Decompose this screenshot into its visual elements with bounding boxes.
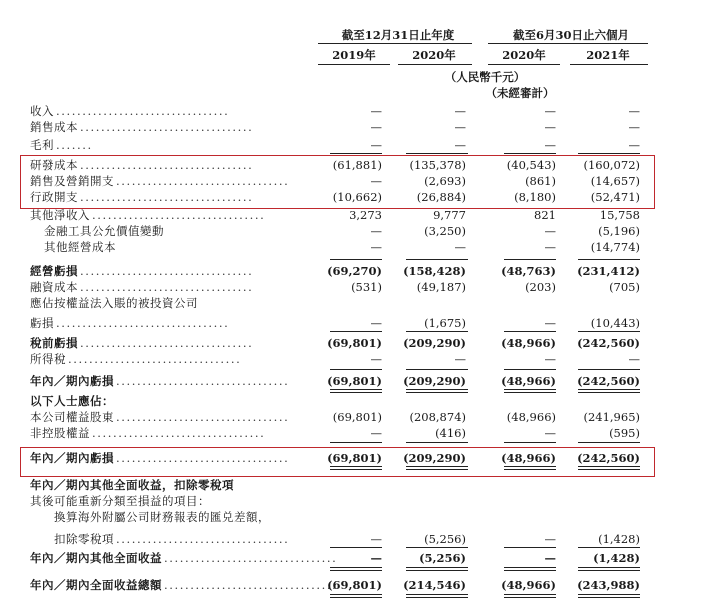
year-rule	[398, 64, 472, 65]
row-value: —	[544, 352, 556, 366]
row-value: (861)	[525, 174, 556, 188]
subtotal-rule	[406, 389, 468, 390]
row-value: —	[544, 316, 556, 330]
subtotal-rule	[578, 331, 640, 332]
row-leader-dots: .................................	[80, 190, 254, 204]
row-label: 非控股權益	[30, 426, 90, 440]
row-value: (14,774)	[590, 240, 640, 254]
row-value: (242,560)	[577, 336, 640, 350]
subtotal-rule	[504, 594, 556, 595]
subtotal-rule	[504, 389, 556, 390]
row-value: —	[544, 426, 556, 440]
header-group-year: 截至12月31日止年度	[341, 28, 455, 42]
row-value: (40,543)	[506, 158, 556, 172]
row-label: 虧損	[30, 316, 54, 330]
row-value: —	[370, 174, 382, 188]
row-value: (1,428)	[593, 551, 640, 565]
row-label: 稅前虧損	[30, 336, 78, 350]
subtotal-rule	[330, 547, 382, 548]
row-value: (69,801)	[332, 410, 382, 424]
year-rule	[570, 64, 648, 65]
subtotal-rule	[504, 331, 556, 332]
subtotal-rule	[330, 594, 382, 595]
row-label: 其他淨收入	[30, 208, 90, 222]
row-label: 毛利	[30, 138, 54, 152]
highlight-box-expenses	[20, 155, 655, 209]
row-value: (5,256)	[424, 532, 466, 546]
subtotal-rule	[406, 547, 468, 548]
row-leader-dots: .................................	[80, 264, 254, 278]
subtotal-rule	[578, 570, 640, 571]
row-value: —	[370, 104, 382, 118]
row-value: —	[454, 138, 466, 152]
row-leader-dots: .................................	[116, 374, 290, 388]
row-value: —	[370, 551, 382, 565]
year-2021-half: 2021年	[586, 48, 630, 62]
row-leader-dots: .................................	[80, 280, 254, 294]
subtotal-rule	[406, 597, 468, 598]
row-value: (1,428)	[598, 532, 640, 546]
row-value: (705)	[609, 280, 640, 294]
row-leader-dots: .................................	[116, 410, 290, 424]
audit-label: （未經審計）	[485, 86, 555, 100]
row-value: —	[544, 224, 556, 238]
row-value: 3,273	[349, 208, 382, 222]
row-value: —	[628, 120, 640, 134]
row-value: (208,874)	[409, 410, 466, 424]
row-value: —	[370, 532, 382, 546]
row-value: —	[370, 224, 382, 238]
subtotal-rule	[406, 594, 468, 595]
row-value: (10,443)	[590, 316, 640, 330]
row-value: 821	[534, 208, 556, 222]
header-rule	[488, 43, 648, 44]
subtotal-rule	[504, 392, 556, 393]
row-leader-dots: .................................	[56, 104, 230, 118]
subtotal-rule	[330, 597, 382, 598]
row-label: 行政開支	[30, 190, 78, 204]
row-value: (209,290)	[403, 336, 466, 350]
subtotal-rule	[578, 153, 640, 154]
row-value: (241,965)	[583, 410, 640, 424]
row-value: (26,884)	[416, 190, 466, 204]
row-leader-dots: .................................	[164, 578, 338, 592]
subtotal-rule	[406, 567, 468, 568]
row-label: 本公司權益股東	[30, 410, 114, 424]
row-leader-dots: .................................	[80, 120, 254, 134]
subtotal-rule	[504, 369, 556, 370]
subtotal-rule	[406, 331, 468, 332]
row-value: —	[544, 104, 556, 118]
row-value: —	[544, 240, 556, 254]
row-value: (48,966)	[506, 410, 556, 424]
subtotal-rule	[504, 597, 556, 598]
row-value: (69,270)	[327, 264, 382, 278]
subtotal-rule	[504, 259, 556, 260]
row-value: 15,758	[599, 208, 640, 222]
row-value: (3,250)	[424, 224, 466, 238]
row-value: —	[370, 120, 382, 134]
subtotal-rule	[578, 392, 640, 393]
row-leader-dots: .................................	[92, 208, 266, 222]
row-value: —	[544, 120, 556, 134]
row-value: (61,881)	[332, 158, 382, 172]
row-value: (5,256)	[419, 551, 466, 565]
row-leader-dots: .................................	[116, 174, 290, 188]
row-label: 經營虧損	[30, 264, 78, 278]
row-value: (158,428)	[403, 264, 466, 278]
row-label: 銷售成本	[30, 120, 78, 134]
subtotal-rule	[504, 547, 556, 548]
row-label: 金融工具公允價值變動	[44, 224, 164, 238]
year-2020-half: 2020年	[502, 48, 546, 62]
row-value: (242,560)	[577, 374, 640, 388]
row-label: 年內／期內全面收益總額	[30, 578, 162, 592]
row-value: (242,560)	[577, 451, 640, 465]
row-leader-dots: .................................	[92, 426, 266, 440]
row-value: (209,290)	[403, 374, 466, 388]
row-value: (203)	[525, 280, 556, 294]
subtotal-rule	[406, 392, 468, 393]
subtotal-rule	[504, 153, 556, 154]
subtotal-rule	[504, 442, 556, 443]
row-label: 換算海外附屬公司財務報表的匯兑差額，	[54, 510, 270, 524]
subtotal-rule	[330, 331, 382, 332]
row-value: —	[370, 426, 382, 440]
year-2020: 2020年	[412, 48, 456, 62]
row-value: (48,966)	[501, 451, 556, 465]
row-value: —	[454, 120, 466, 134]
subtotal-rule	[578, 597, 640, 598]
row-value: —	[370, 138, 382, 152]
row-label: 收入	[30, 104, 54, 118]
subtotal-rule	[330, 369, 382, 370]
subtotal-rule	[504, 567, 556, 568]
row-label: 其他經營成本	[44, 240, 116, 254]
row-value: (1,675)	[424, 316, 466, 330]
row-value: —	[370, 352, 382, 366]
subtotal-rule	[406, 259, 468, 260]
row-value: —	[544, 532, 556, 546]
row-value: (52,471)	[590, 190, 640, 204]
row-value: —	[544, 138, 556, 152]
subtotal-rule	[406, 153, 468, 154]
subtotal-rule	[330, 389, 382, 390]
row-value: (49,187)	[416, 280, 466, 294]
row-value: (69,801)	[327, 374, 382, 388]
row-label: 年內／期內其他全面收益，扣除零稅項	[30, 478, 234, 492]
subtotal-rule	[504, 570, 556, 571]
row-leader-dots: .................................	[56, 316, 230, 330]
row-value: (231,412)	[577, 264, 640, 278]
row-label: 年內／期內其他全面收益	[30, 551, 162, 565]
row-label: 所得稅	[30, 352, 66, 366]
row-value: (531)	[351, 280, 382, 294]
row-label: 融資成本	[30, 280, 78, 294]
row-label: 應佔按權益法入賬的被投資公司	[30, 296, 198, 310]
subtotal-rule	[330, 442, 382, 443]
row-value: —	[544, 551, 556, 565]
row-value: (214,546)	[403, 578, 466, 592]
row-value: —	[454, 352, 466, 366]
subtotal-rule	[330, 392, 382, 393]
row-value: (209,290)	[403, 451, 466, 465]
subtotal-rule	[330, 153, 382, 154]
row-value: (5,196)	[598, 224, 640, 238]
row-leader-dots: .................................	[80, 336, 254, 350]
year-2019: 2019年	[332, 48, 376, 62]
row-value: 9,777	[433, 208, 466, 222]
row-leader-dots: .................................	[80, 158, 254, 172]
row-value: (416)	[435, 426, 466, 440]
highlight-box-loss	[20, 447, 655, 477]
subtotal-rule	[578, 567, 640, 568]
row-value: —	[628, 138, 640, 152]
row-value: (14,657)	[590, 174, 640, 188]
row-label: 研發成本	[30, 158, 78, 172]
row-label: 年內／期內虧損	[30, 451, 114, 465]
header-rule	[318, 43, 472, 44]
row-value: (48,763)	[501, 264, 556, 278]
subtotal-rule	[406, 369, 468, 370]
row-value: —	[370, 316, 382, 330]
row-label: 扣除零稅項	[54, 532, 114, 546]
row-value: (2,693)	[424, 174, 466, 188]
row-label: 銷售及營銷開支	[30, 174, 114, 188]
row-value: —	[454, 104, 466, 118]
row-value: (69,801)	[327, 451, 382, 465]
row-leader-dots: .................................	[164, 551, 338, 565]
subtotal-rule	[406, 570, 468, 571]
row-value: (69,801)	[327, 336, 382, 350]
row-value: —	[628, 104, 640, 118]
row-label: 年內／期內虧損	[30, 374, 114, 388]
row-value: (135,378)	[409, 158, 466, 172]
subtotal-rule	[406, 442, 468, 443]
row-value: —	[454, 240, 466, 254]
subtotal-rule	[330, 570, 382, 571]
row-value: (595)	[609, 426, 640, 440]
subtotal-rule	[330, 259, 382, 260]
subtotal-rule	[578, 547, 640, 548]
unit-label: （人民幣千元）	[444, 70, 526, 84]
subtotal-rule	[578, 259, 640, 260]
subtotal-rule	[330, 567, 382, 568]
row-value: —	[628, 352, 640, 366]
row-value: (160,072)	[583, 158, 640, 172]
row-value: (48,966)	[501, 578, 556, 592]
row-value: (8,180)	[514, 190, 556, 204]
row-leader-dots: .................................	[68, 352, 242, 366]
subtotal-rule	[578, 442, 640, 443]
row-leader-dots: .................................	[116, 451, 290, 465]
subtotal-rule	[578, 594, 640, 595]
row-value: (10,662)	[332, 190, 382, 204]
row-value: (48,966)	[501, 374, 556, 388]
year-rule	[318, 64, 390, 65]
header-group-halfyear: 截至6月30日止六個月	[512, 28, 629, 42]
row-value: (243,988)	[577, 578, 640, 592]
row-label: 其後可能重新分類至損益的項目：	[30, 494, 210, 508]
subtotal-rule	[578, 389, 640, 390]
row-value: —	[370, 240, 382, 254]
row-leader-dots: .................................	[116, 532, 290, 546]
row-value: (48,966)	[501, 336, 556, 350]
row-label: 以下人士應佔：	[30, 394, 114, 408]
year-rule	[488, 64, 560, 65]
subtotal-rule	[578, 369, 640, 370]
row-value: (69,801)	[327, 578, 382, 592]
row-leader-dots: .......	[56, 138, 93, 152]
